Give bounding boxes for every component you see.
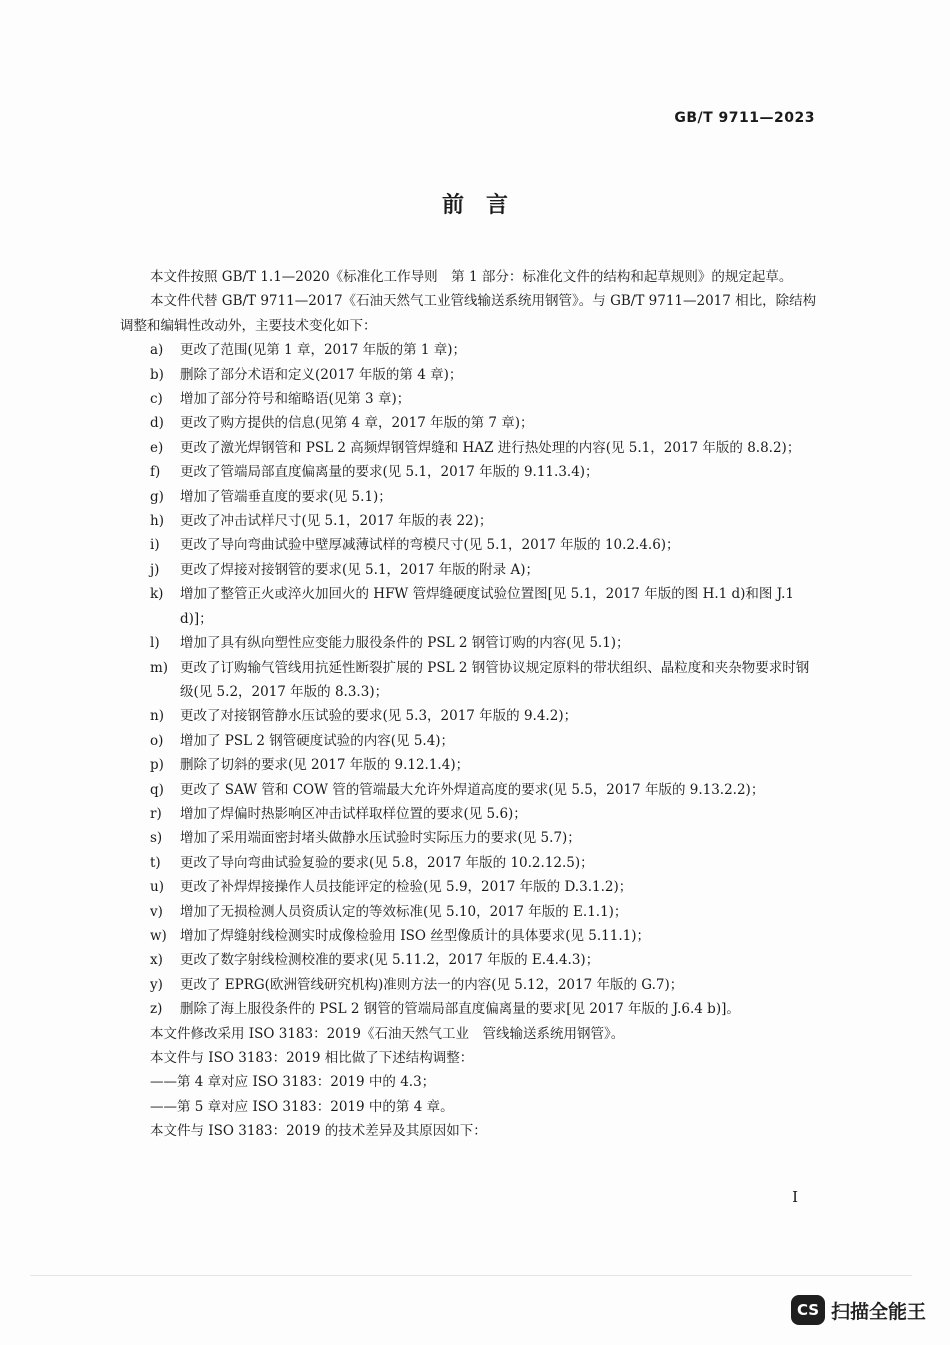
list-item-text: 删除了海上服役条件的 PSL 2 钢管的管端局部直度偏离量的要求[见 2017 年版的 J.6.4 b)]。 [180,1001,740,1018]
list-item [120,948,820,972]
list-item-text: 更改了订购输气管线用抗延性断裂扩展的 PSL 2 钢管协议规定原料的带状组织、晶粒度和夹杂物要求时钢级(见 5.2，2017 年版的 8.3.3)； [180,659,810,700]
scanner-watermark [791,1295,926,1325]
list-item [120,851,820,875]
list-item [120,509,820,533]
list-item-marker: u) [150,879,164,896]
list-item-text: 增加了 PSL 2 钢管硬度试验的内容(见 5.4)； [180,732,455,749]
list-item-marker: y) [150,976,163,993]
list-item-text: 更改了购方提供的信息(见第 4 章，2017 年版的第 7 章)； [180,415,534,432]
list-item [120,411,820,435]
list-item [120,387,820,411]
list-item-marker: b) [150,366,164,383]
list-item-marker: t) [150,854,161,871]
standard-code: GB/T 9711—2023 [674,110,815,126]
page-number: I [792,1188,798,1206]
list-item-text: 更改了冲击试样尺寸(见 5.1，2017 年版的表 22)； [180,513,493,530]
list-item-marker: l) [150,635,160,652]
list-item [120,533,820,557]
list-item-marker: h) [150,513,164,530]
list-item-marker: j) [150,561,160,578]
list-item [120,997,820,1021]
list-item-text: 增加了整管正火或淬火加回火的 HFW 管焊缝硬度试验位置图[见 5.1，2017 年版的图 H.1 d)和图 J.1 d)]； [180,586,794,627]
list-item [120,558,820,582]
list-item-text: 增加了焊缝射线检测实时成像检验用 ISO 丝型像质计的具体要求(见 5.11.1)； [180,927,650,944]
list-item-marker: w) [150,927,167,944]
list-item-text: 更改了范围(见第 1 章，2017 年版的第 1 章)； [180,342,467,359]
list-item-text: 增加了具有纵向塑性应变能力服役条件的 PSL 2 钢管订购的内容(见 5.1)； [180,635,630,652]
list-item-marker: v) [150,903,163,920]
list-item [120,338,820,362]
list-item [120,704,820,728]
list-item-marker: a) [150,342,164,359]
paragraph-tech-differences: 本文件与 ISO 3183：2019 的技术差异及其原因如下： [150,1123,487,1140]
list-item-marker: r) [150,805,162,822]
list-item-text: 更改了激光焊钢管和 PSL 2 高频焊钢管焊缝和 HAZ 进行热处理的内容(见 5.1，2017 年版的 8.8.2)； [180,439,801,456]
camscanner-logo-icon: CS [791,1295,825,1325]
list-item-text: 增加了无损检测人员资质认定的等效标准(见 5.10，2017 年版的 E.1.1)； [180,903,628,920]
list-item [120,826,820,850]
list-item-marker: e) [150,439,164,456]
list-item [120,778,820,802]
paragraph-replaces: 本文件代替 GB/T 9711—2017《石油天然气工业管线输送系统用钢管》。与 GB/T 9711—2017 相比，除结构调整和编辑性改动外，主要技术变化如下： [120,293,817,334]
list-item [120,436,820,460]
list-item [120,485,820,509]
structure-item: ——第 4 章对应 ISO 3183：2019 中的 4.3； [150,1074,436,1091]
list-item-text: 更改了导向弯曲试验复验的要求(见 5.8，2017 年版的 10.2.12.5)； [180,854,594,871]
list-item-marker: n) [150,708,164,725]
list-item-text: 增加了焊偏时热影响区冲击试样取样位置的要求(见 5.6)； [180,805,527,822]
list-item-marker: o) [150,732,164,749]
list-item-marker: c) [150,391,163,408]
list-item [120,460,820,484]
list-item-text: 更改了对接钢管静水压试验的要求(见 5.3，2017 年版的 9.4.2)； [180,708,578,725]
list-item-marker: d) [150,415,164,432]
list-item-text: 增加了管端垂直度的要求(见 5.1)； [180,488,392,505]
list-item [120,631,820,655]
list-item-marker: f) [150,464,161,481]
list-item-text: 更改了导向弯曲试验中壁厚减薄试样的弯模尺寸(见 5.1，2017 年版的 10.2.4.6)； [180,537,680,554]
list-item-text: 更改了焊接对接钢管的要求(见 5.1，2017 年版的附录 A)； [180,561,539,578]
paragraph-drafting-rule: 本文件按照 GB/T 1.1—2020《标准化工作导则 第 1 部分：标准化文件的结构和起草规则》的规定起草。 [150,269,793,285]
list-item [120,924,820,948]
list-item-marker: z) [150,1001,163,1018]
document-body [120,265,820,1144]
list-item [120,973,820,997]
footer-divider [30,1275,912,1276]
list-item-marker: i) [150,537,160,554]
list-item-text: 增加了部分符号和缩略语(见第 3 章)； [180,391,411,408]
paragraph-structure-adjust: 本文件与 ISO 3183：2019 相比做了下述结构调整： [150,1050,474,1066]
list-item-marker: m) [150,659,169,676]
list-item [120,900,820,924]
list-item-text: 删除了部分术语和定义(2017 年版的第 4 章)； [180,366,463,383]
list-item-marker: p) [150,757,164,774]
structure-item: ——第 5 章对应 ISO 3183：2019 中的第 4 章。 [150,1098,454,1115]
list-item-text: 增加了采用端面密封堵头做静水压试验时实际压力的要求(见 5.7)； [180,830,581,847]
list-item [120,656,820,705]
list-item-text: 更改了补焊焊接操作人员技能评定的检验(见 5.9，2017 年版的 D.3.1.2)； [180,879,633,896]
list-item [120,753,820,777]
list-item-text: 更改了数字射线检测校准的要求(见 5.11.2，2017 年版的 E.4.4.3)； [180,952,600,969]
list-item [120,582,820,631]
list-item [120,875,820,899]
list-item-marker: k) [150,586,164,603]
technical-changes-list [120,338,820,1021]
list-item [120,363,820,387]
list-item-text: 更改了 EPRG(欧洲管线研究机构)准则方法一的内容(见 5.12，2017 年版的 G.7)； [180,976,684,993]
list-item-marker: g) [150,488,164,505]
page-title: 前 言 [441,193,508,218]
list-item-text: 更改了管端局部直度偏离量的要求(见 5.1，2017 年版的 9.11.3.4)； [180,464,599,481]
list-item-marker: q) [150,781,164,798]
list-item [120,802,820,826]
list-item-marker: x) [150,952,163,969]
list-item [120,729,820,753]
list-item-text: 删除了切斜的要求(见 2017 年版的 9.12.1.4)； [180,757,470,774]
paragraph-iso-adoption: 本文件修改采用 ISO 3183：2019《石油天然气工业 管线输送系统用钢管》。 [150,1025,625,1042]
list-item-marker: s) [150,830,163,847]
watermark-text: 扫描全能王 [830,1300,926,1323]
list-item-text: 更改了 SAW 管和 COW 管的管端最大允许外焊道高度的要求(见 5.5，2017 年版的 9.13.2.2)； [180,781,765,798]
